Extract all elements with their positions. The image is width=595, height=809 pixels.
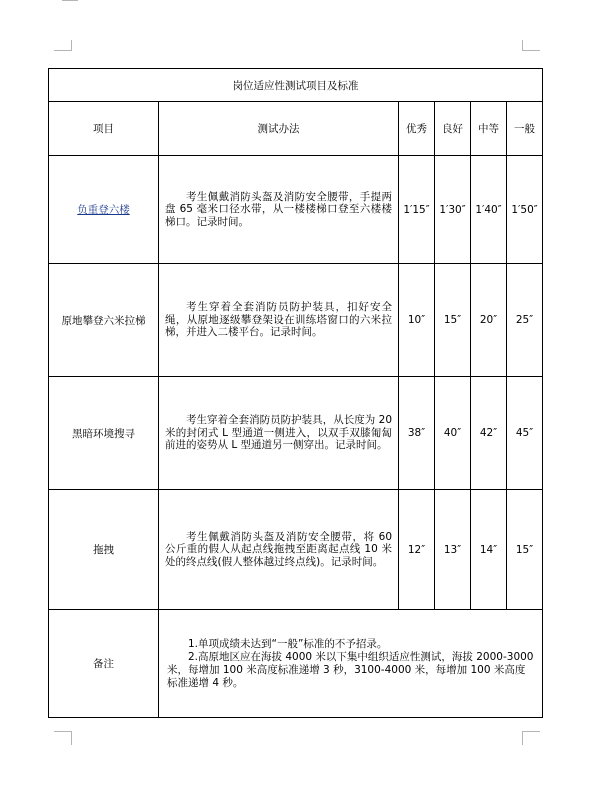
- item-cell[interactable]: 负重登六楼: [49, 156, 159, 264]
- method-text: 考生穿着全套消防员防护装具，从长度为 20 米的封闭式 L 型通道一侧进入，以双手双膝匍匐前进的姿势从 L 型通道另一侧穿出。记录时间。: [165, 414, 392, 452]
- good-value: 1′30″: [435, 156, 471, 264]
- method-cell: [159, 264, 399, 377]
- crop-mark-bottom-left-h: [54, 731, 72, 732]
- crop-mark-top-left-v: [71, 40, 72, 51]
- method-cell: [159, 156, 399, 264]
- crop-mark-top-right-v: [522, 40, 523, 51]
- crop-mark-top-h: [62, 0, 78, 1]
- excellent-value: 1′15″: [399, 156, 435, 264]
- table-title-row: [49, 69, 543, 102]
- header-method: 测试办法: [159, 102, 399, 156]
- excellent-value: 38″: [399, 377, 435, 490]
- method-text: 考生穿着全套消防员防护装具，扣好安全绳，从原地逐级攀登架设在训练塔窗口的六米拉梯，并进入二楼平台。记录时间。: [165, 301, 392, 339]
- general-value: 25″: [507, 264, 543, 377]
- item-cell: 原地攀登六米拉梯: [49, 264, 159, 377]
- notes-cell: [159, 610, 543, 718]
- excellent-value: 12″: [399, 490, 435, 610]
- table-row: [49, 377, 543, 490]
- general-value: 1′50″: [507, 156, 543, 264]
- general-value: 15″: [507, 490, 543, 610]
- good-value: 15″: [435, 264, 471, 377]
- medium-value: 1′40″: [471, 156, 507, 264]
- header-good: 良好: [435, 102, 471, 156]
- crop-mark-bottom-left-v: [71, 731, 72, 745]
- crop-mark-top-right-h: [522, 50, 540, 51]
- notes-row: [49, 610, 543, 718]
- test-standards-table: [48, 68, 543, 718]
- table-row: [49, 490, 543, 610]
- medium-value: 42″: [471, 377, 507, 490]
- table-title: 岗位适应性测试项目及标准: [49, 69, 543, 102]
- general-value: 45″: [507, 377, 543, 490]
- crop-mark-top-left-h: [54, 50, 72, 51]
- note-line: 1.单项成绩未达到“一般”标准的不予招录。: [188, 637, 388, 650]
- header-row: [49, 102, 543, 156]
- good-value: 40″: [435, 377, 471, 490]
- table-row: [49, 264, 543, 377]
- header-general: 一般: [507, 102, 543, 156]
- header-medium: 中等: [471, 102, 507, 156]
- notes-label: 备注: [49, 610, 159, 718]
- method-cell: [159, 377, 399, 490]
- table-row: [49, 156, 543, 264]
- item-cell: 拖拽: [49, 490, 159, 610]
- medium-value: 20″: [471, 264, 507, 377]
- good-value: 13″: [435, 490, 471, 610]
- item-cell: 黑暗环境搜寻: [49, 377, 159, 490]
- excellent-value: 10″: [399, 264, 435, 377]
- note-line: 2.高原地区应在海拔 4000 米以下集中组织适应性测试，海拔 2000-3000 米，每增加 100 米高度标准递增 3 秒，3100-4000 米，每增加 100 米高度标准递增 4 秒。: [167, 650, 534, 689]
- method-text: 考生佩戴消防头盔及消防安全腰带，手提两盘 65 毫米口径水带，从一楼楼梯口登至六楼楼梯口。记录时间。: [165, 190, 392, 228]
- crop-mark-bottom-right-v: [522, 731, 523, 745]
- header-item: 项目: [49, 102, 159, 156]
- crop-mark-bottom-right-h: [522, 731, 540, 732]
- method-text: 考生佩戴消防头盔及消防安全腰带，将 60 公斤重的假人从起点线拖拽至距离起点线 10 米处的终点线(假人整体越过终点线)。记录时间。: [165, 530, 392, 568]
- header-excellent: 优秀: [399, 102, 435, 156]
- method-cell: [159, 490, 399, 610]
- medium-value: 14″: [471, 490, 507, 610]
